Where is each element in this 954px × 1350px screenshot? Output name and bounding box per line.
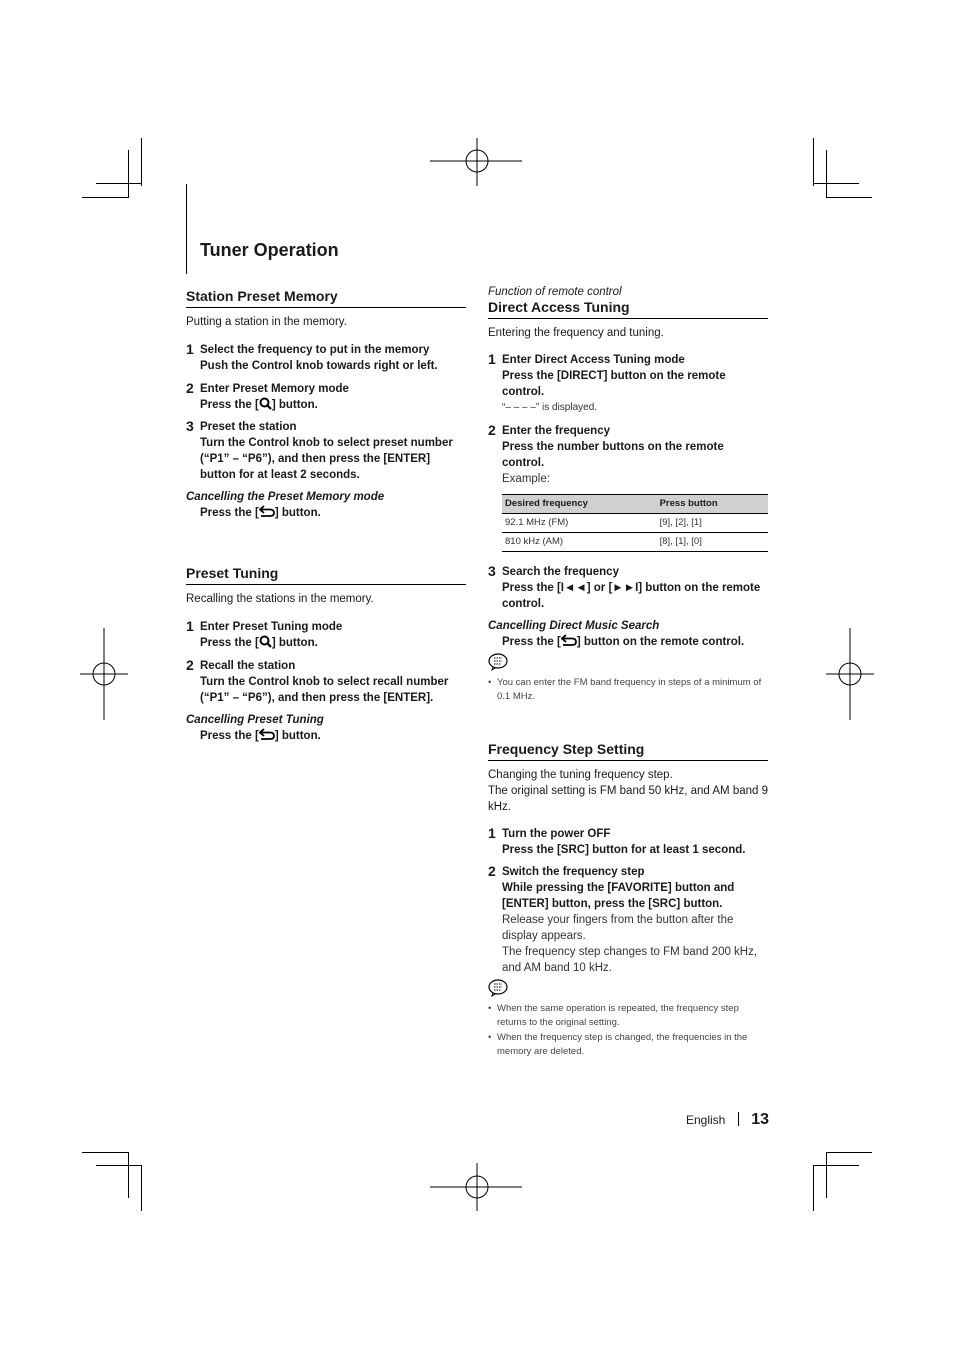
step-1: 1 Enter Preset Tuning mode Press the [ ] button.	[186, 618, 343, 649]
step-3: 3 Search the frequency Press the [I◄◄] or [►►I] button on the remote control.	[488, 563, 761, 610]
section-heading: Station Preset Memory	[186, 287, 466, 308]
step-2: 2 Switch the frequency step While pressing the [FAVORITE] button and [ENTER] button, press the [SRC] button. Release your fingers from the button after the display appears. The frequency step changes to FM band 200 kHz, and AM band 10 kHz.	[488, 863, 758, 974]
frequency-step-setting-section	[488, 740, 768, 1059]
step-1: 1 Select the frequency to put in the memory Push the Control knob towards right or left.	[186, 341, 438, 372]
step-2: 2 Enter the frequency Press the number buttons on the remote control. Example: Desired frequency Press button 92.1 MHz (FM) [9], [2], [1] 810 kHz (AM) [8], [1], [0]	[488, 423, 768, 552]
section-heading: Preset Tuning	[186, 564, 466, 585]
example-table	[502, 494, 768, 552]
section-intro: Entering the frequency and tuning.	[488, 327, 664, 339]
table-header: Desired frequency	[502, 495, 657, 514]
cancel-instruction: Press the [ ] button on the remote control.	[502, 636, 745, 648]
cancel-heading: Cancelling Direct Music Search	[488, 620, 660, 632]
footer-divider	[738, 1112, 739, 1126]
note-icon	[488, 653, 508, 671]
note-item: • When the same operation is repeated, the frequency step returns to the original setting.	[488, 1002, 768, 1030]
note-item: • When the frequency step is changed, the frequencies in the memory are deleted.	[488, 1031, 768, 1059]
page-title: Tuner Operation	[200, 240, 339, 260]
direct-access-tuning-section	[488, 286, 768, 704]
preset-tuning-section	[186, 564, 466, 744]
section-intro: Changing the tuning frequency step.	[488, 769, 673, 781]
table-cell: 810 kHz (AM)	[502, 533, 657, 552]
return-arrow-icon	[561, 634, 577, 646]
note-item: • You can enter the FM band frequency in steps of a minimum of 0.1 MHz.	[488, 676, 768, 704]
cancel-heading: Cancelling the Preset Memory mode	[186, 491, 385, 503]
magnifier-icon	[259, 397, 272, 410]
function-label: Function of remote control	[488, 286, 622, 298]
table-header-row	[502, 495, 768, 514]
table-row	[502, 533, 768, 552]
section-intro: Putting a station in the memory.	[186, 316, 347, 328]
footer-language: English	[686, 1113, 726, 1127]
step-3: 3 Preset the station Turn the Control knob to select preset number (“P1” – “P6”), and then press the [ENTER] button for at least 2 seconds.	[186, 418, 453, 481]
table-cell: [8], [1], [0]	[657, 533, 768, 552]
return-arrow-icon	[259, 728, 275, 740]
cancel-instruction: Press the [ ] button.	[200, 507, 321, 519]
station-preset-memory-section	[186, 287, 466, 521]
section-intro-2: The original setting is FM band 50 kHz, and AM band 9 kHz.	[488, 785, 768, 813]
table-cell: 92.1 MHz (FM)	[502, 514, 657, 533]
title-rule	[186, 184, 187, 274]
page-number: 13	[751, 1111, 770, 1128]
note-icon	[488, 979, 508, 997]
step-1: 1 Enter Direct Access Tuning mode Press the [DIRECT] button on the remote control. “– – – –” is displayed.	[488, 351, 726, 413]
cancel-instruction: Press the [ ] button.	[200, 730, 321, 742]
step-2: 2 Recall the station Turn the Control knob to select recall number (“P1” – “P6”), and then press the [ENTER].	[186, 657, 449, 704]
cancel-heading: Cancelling Preset Tuning	[186, 714, 324, 726]
return-arrow-icon	[259, 505, 275, 517]
step-1: 1 Turn the power OFF Press the [SRC] button for at least 1 second.	[488, 825, 746, 856]
magnifier-icon	[259, 635, 272, 648]
section-intro: Recalling the stations in the memory.	[186, 593, 374, 605]
table-header: Press button	[657, 495, 768, 514]
page-footer	[686, 1111, 769, 1129]
section-heading: Frequency Step Setting	[488, 740, 768, 761]
table-row	[502, 514, 768, 533]
table-cell: [9], [2], [1]	[657, 514, 768, 533]
step-2: 2 Enter Preset Memory mode Press the [ ] button.	[186, 380, 349, 411]
section-heading: Direct Access Tuning	[488, 298, 768, 319]
